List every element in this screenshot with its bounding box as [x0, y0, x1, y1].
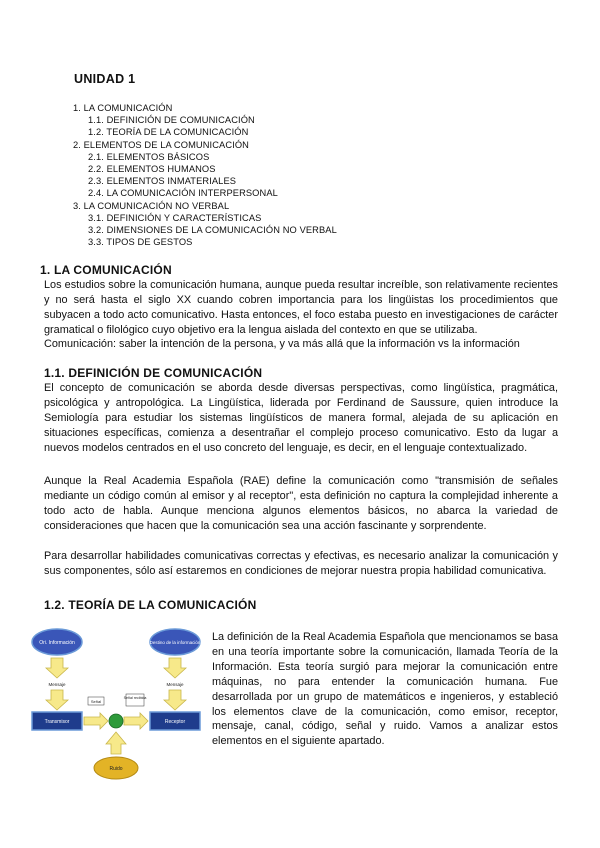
signal-label: Señal	[90, 699, 102, 704]
receiver-label: Receptor	[164, 719, 186, 725]
arrow-down-icon	[164, 658, 186, 678]
paragraph: Para desarrollar habilidades comunicativas correctas y efectivas, es necesario analizar la comunicación y sus componentes, sólo así estaremos en condiciones de mejorar nuestra propia habilidad comunicativa.	[44, 550, 558, 577]
section-heading: 1. LA COMUNICACIÓN	[40, 263, 172, 277]
arrow-right-icon	[124, 713, 148, 729]
paragraph: La definición de la Real Academia Española que mencionamos se basa en una teoría importante sobre la comunicación, llamada Teoría de la Información. Esta teoría surgió para mejorar la comunicación entre máquinas, no para entender la comunicación humana. Fue desarrollada por un grupo de matemáticos e ingenieros, y estableció los elementos clave de la comunicación, como emisor, receptor, mensaje, canal, código, señal y ruido. Vamos a analizar estos elementos en el siguiente apartado.	[212, 631, 558, 748]
noise-label: Ruido	[109, 766, 123, 772]
toc-item: 2. ELEMENTOS DE LA COMUNICACIÓN	[73, 139, 249, 150]
section-heading: 1.1. DEFINICIÓN DE COMUNICACIÓN	[44, 366, 263, 380]
transmitter-label: Transmisor	[44, 719, 70, 725]
paragraph: El concepto de comunicación se aborda desde diversas perspectivas, como lingüística, pragmática, psicológica y antropológica. La Lingüística, liderada por Ferdinand de Saussure, quien introduce la Semiología para estudiar los sistemas lingüísticos de manera formal, alejada de su aplicación en situaciones específicas, comienza a desentrañar el complejo proceso comunicativo. Esto da lugar a nuevos modelos centrados en el uso concreto del lenguaje, es decir, en el lenguaje contextualizado.	[44, 382, 558, 454]
received-signal-label: Señal recibida	[123, 696, 147, 700]
paragraph: Comunicación: saber la intención de la persona, y va más allá que la información vs la información	[44, 338, 520, 350]
channel-circle	[109, 714, 123, 728]
toc-item: 3.1. DEFINICIÓN Y CARACTERÍSTICAS	[88, 212, 262, 223]
arrow-right-icon	[84, 713, 108, 729]
toc-item: 2.3. ELEMENTOS INMATERIALES	[88, 176, 237, 187]
toc-item: 3.2. DIMENSIONES DE LA COMUNICACIÓN NO VERBAL	[88, 225, 337, 236]
message-label: Mensaje	[166, 682, 184, 687]
source-label: Ori. Información	[39, 640, 75, 646]
toc-item: 3.3. TIPOS DE GESTOS	[88, 237, 193, 248]
table-of-contents	[73, 102, 337, 248]
destination-label: Destino de la información	[149, 640, 201, 645]
toc-item: 3. LA COMUNICACIÓN NO VERBAL	[73, 200, 230, 211]
arrow-down-icon	[164, 690, 186, 710]
toc-item: 2.1. ELEMENTOS BÁSICOS	[88, 151, 210, 162]
toc-item: 1.1. DEFINICIÓN DE COMUNICACIÓN	[88, 115, 255, 126]
communication-diagram	[30, 622, 205, 782]
message-label: Mensaje	[48, 682, 66, 687]
toc-item: 2.2. ELEMENTOS HUMANOS	[88, 164, 216, 175]
paragraph: Los estudios sobre la comunicación humana, aunque pueda resultar increíble, son relativamente recientes y no será hasta el siglo XX cuando cobren importancia para los lingüistas los procedimientos que subyacen a todo acto comunicativo. Hasta entonces, el foco estaba puesto en investigaciones de carácter gramatical o filológico cuyo objetivo era la lengua aislada del contexto en que se utilizaba.	[44, 279, 558, 336]
arrow-down-icon	[46, 690, 68, 710]
arrow-up-icon	[106, 732, 126, 754]
toc-item: 1.2. TEORÍA DE LA COMUNICACIÓN	[88, 127, 249, 138]
unit-title: UNIDAD 1	[74, 72, 136, 86]
arrow-down-icon	[46, 658, 68, 678]
toc-item: 1. LA COMUNICACIÓN	[73, 103, 173, 113]
toc-item: 2.4. LA COMUNICACIÓN INTERPERSONAL	[88, 188, 278, 199]
paragraph: Aunque la Real Academia Española (RAE) define la comunicación como "transmisión de señales mediante un código común al emisor y al receptor", esta definición no captura la complejidad inherente a todo acto de habla. Aunque menciona algunos elementos básicos, no abarca la variedad de consideraciones que hacen que la comunicación sea una acción fascinante y sorprendente.	[44, 475, 558, 532]
section-heading: 1.2. TEORÍA DE LA COMUNICACIÓN	[44, 598, 257, 612]
